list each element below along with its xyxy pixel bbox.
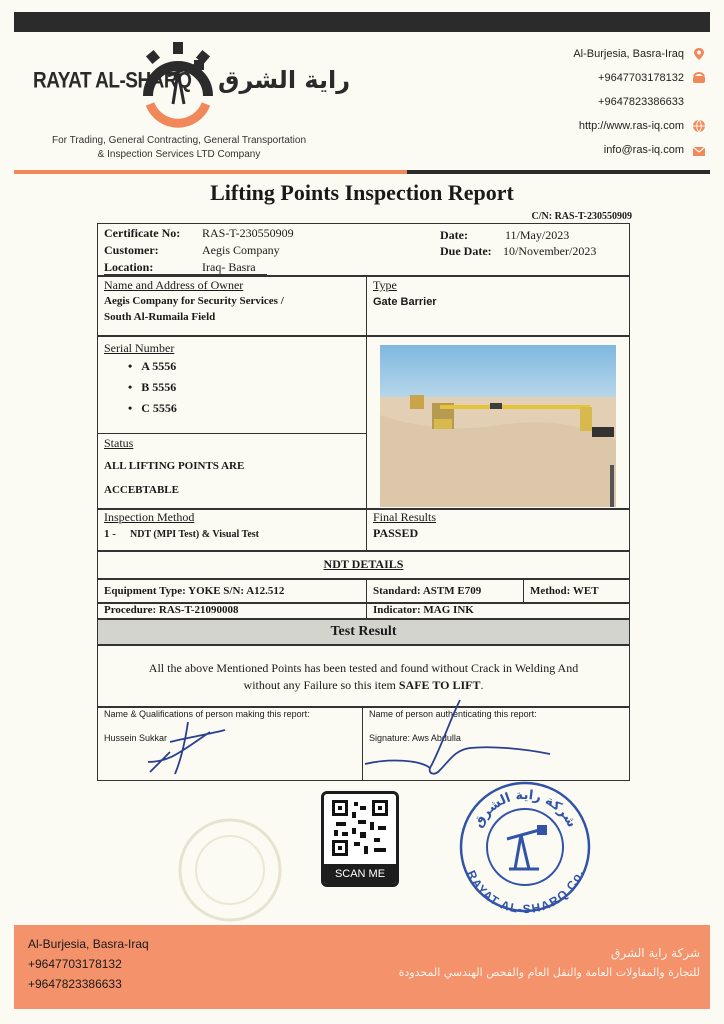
result-line-2a: without any Failure so this item	[243, 678, 399, 692]
maker-signature	[140, 712, 230, 778]
contact-phone-2: +9647823386633	[598, 96, 684, 108]
qr-code-icon[interactable]	[330, 798, 390, 858]
contact-website[interactable]: http://www.ras-iq.com	[578, 120, 684, 132]
final-results-label: Final Results	[373, 510, 437, 524]
globe-icon	[692, 119, 706, 133]
method-label: Inspection Method	[104, 510, 195, 524]
procedure: Procedure: RAS-T-21090008	[104, 604, 239, 616]
due-date-label: Due Date:	[440, 244, 492, 258]
status-line-1: ALL LIFTING POINTS ARE	[104, 460, 245, 472]
serial-3: C 5556	[141, 401, 177, 415]
serial-photo-divider	[366, 336, 367, 509]
footer-phone-1: +9647703178132	[28, 957, 122, 971]
type-label: Type	[373, 278, 397, 292]
tagline-line-1: For Trading, General Contracting, General Transportation	[51, 135, 307, 146]
footer-tagline-ar: للتجارة والمقاولات العامة والنقل العام والفحص الهندسي المحدودة	[398, 966, 700, 979]
header-divider-dark	[407, 170, 710, 174]
scan-me-label: SCAN ME	[324, 864, 396, 884]
method-results-divider	[366, 509, 367, 551]
auth-label: Name of person authenticating this report:	[369, 709, 537, 719]
list-item: • B 5556	[128, 380, 177, 394]
date-value: 11/May/2023	[505, 228, 570, 242]
location-value: Iraq- Basra	[202, 260, 256, 274]
customer-label: Customer:	[104, 243, 159, 257]
method-num: 1 -	[104, 528, 116, 540]
gate-barrier-photo	[380, 345, 616, 507]
contact-address: Al-Burjesia, Basra-Iraq	[573, 48, 684, 60]
phone-icon	[692, 71, 706, 85]
auth-signature	[360, 690, 560, 780]
ndt-col-divider-2	[523, 579, 524, 603]
due-date-value: 10/November/2023	[503, 244, 597, 258]
owner-line-2: South Al-Rumaila Field	[104, 311, 216, 323]
customer-value: Aegis Company	[202, 243, 280, 257]
tagline-line-2: & Inspection Services LTD Company	[97, 149, 261, 160]
location-underline	[104, 274, 267, 275]
result-line-2c: .	[480, 678, 484, 692]
top-dark-bar	[14, 12, 710, 32]
control-number: C/N: RAS-T-230550909	[531, 211, 632, 222]
contact-email[interactable]: info@ras-iq.com	[603, 144, 684, 156]
serial-1: A 5556	[141, 359, 177, 373]
method-value: NDT (MPI Test) & Visual Test	[130, 529, 260, 540]
result-line-1: All the above Mentioned Points has been tested and found without Crack in Welding And	[148, 661, 579, 675]
cert-label: Certificate No:	[104, 226, 181, 240]
owner-label: Name and Address of Owner	[104, 278, 244, 292]
type-value: Gate Barrier	[373, 296, 437, 308]
footer-company-ar: شركة راية الشرق	[611, 946, 700, 960]
auth-name: Signature: Aws Abdulla	[369, 733, 461, 743]
equipment-type: Equipment Type: YOKE S/N: A12.512	[104, 585, 285, 597]
stamp-text-ar: شركة راية الشرق	[470, 787, 580, 831]
svg-text:RAYAT AL-SHARQ Co.	[464, 868, 586, 916]
indicator: Indicator: MAG INK	[373, 604, 474, 616]
standard: Standard: ASTM E709	[373, 585, 482, 597]
maker-label: Name & Qualifications of person making this report:	[104, 709, 310, 719]
date-label: Date:	[440, 228, 468, 242]
cert-value: RAS-T-230550909	[202, 226, 294, 240]
test-result-title: Test Result	[330, 624, 397, 639]
list-item: • A 5556	[128, 359, 177, 373]
company-tagline	[34, 134, 324, 162]
mail-icon	[692, 144, 706, 158]
serial-2: B 5556	[141, 380, 177, 394]
serial-list	[128, 359, 177, 422]
ndt-title: NDT DETAILS	[323, 557, 404, 571]
owner-type-divider	[366, 276, 367, 336]
status-line-2: ACCEBTABLE	[104, 484, 179, 496]
logo-text-en: RAYAT AL-SHARQ	[33, 69, 192, 94]
location-pin-icon	[692, 47, 706, 61]
maker-name: Hussein Sukkar	[104, 733, 168, 743]
logo-text-ar: راية الشرق	[218, 66, 351, 94]
report-title: Lifting Points Inspection Report	[210, 180, 514, 205]
status-label: Status	[104, 436, 134, 450]
list-item: • C 5556	[128, 401, 177, 415]
method-wet: Method: WET	[530, 585, 599, 597]
final-results-value: PASSED	[373, 526, 419, 540]
serial-label: Serial Number	[104, 341, 175, 355]
location-label: Location:	[104, 260, 154, 274]
company-stamp	[455, 777, 595, 917]
contact-phone-1: +9647703178132	[598, 72, 684, 84]
owner-line-1: Aegis Company for Security Services /	[104, 295, 284, 307]
faded-stamp-watermark	[175, 815, 285, 925]
safe-to-lift: SAFE TO LIFT	[398, 678, 481, 692]
footer-address: Al-Burjesia, Basra-Iraq	[28, 937, 149, 951]
serial-status-divider	[97, 433, 366, 434]
footer-phone-2: +9647823386633	[28, 977, 122, 991]
stamp-text-en: RAYAT AL-SHARQ Co.	[464, 868, 587, 917]
